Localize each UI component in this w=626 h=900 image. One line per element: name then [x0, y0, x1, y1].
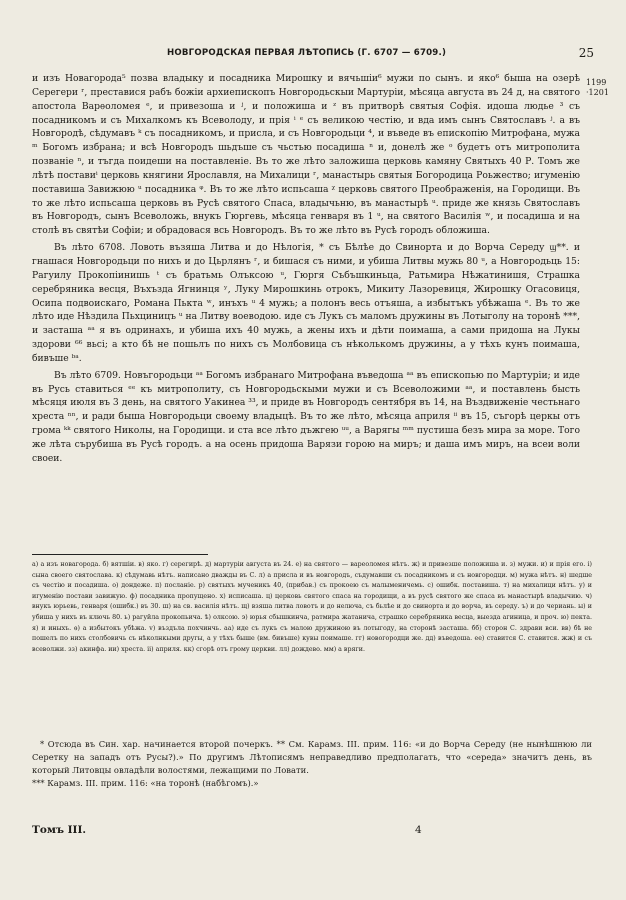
footnote-divider: [32, 554, 208, 555]
margin-year-start: 1199: [586, 78, 607, 87]
chronicle-paragraph: Въ лѣто 6708. Ловоть възяша Литва и до Нѣлогія, * съ Бѣлѣе до Свинорта и до Ворча Середу ϣ**. и гнашася Новгородьци по нихъ и до Цьрлянъ ʳ, и бишася съ ними, и убиша Литвы мужь 80 ᵘ, а Новгородьць 15: Рагуилу Прокопiинишь ᵗ съ братьмь Олъксою ᵘ, Гюргя Събъшкиньца, Ратьмира Нѣжатинишя, Страшка серебряника весця, Въхъзда Ягнинця ʸ, Луку Мирошкинь отрокъ, Микиту Лазоревиця, Жирошку Огасовиця, Осипа подвоискаго, Романа Пькта ʷ, инъхъ ᵘ 4 мужь; а полонъ весь отъяша, а избытъкъ убѣжаша ᵉ. Въ то же лѣто иде Нѣздила Пьхциницъ ᵘ на Литву воеводою. иде съ Лукъ съ маломъ дружины въ Лотыголу на торонѣ ***, и засташа ᵃᵃ я въ одринахъ, и убиша ихъ 40 мужь, а жены ихъ и дѣти поимаша, а сами придоша на Лукы здорови ⁶⁶ вьсі; а кто бѣ не пошьлъ по нихъ съ Молбовица съ нѣколькомъ дружины, а у тѣхъ кунъ поимаша, бивъше ᵇᵃ.: [32, 242, 580, 364]
page-footer: [32, 824, 592, 840]
margin-year-notes: [586, 78, 609, 98]
chronicle-paragraph: и изъ Новагорода⁵ позва владыку и посадника Мирошку и вячьшіи⁶ мужи по сынъ. и яко⁶ быша на озерѣ Серегери ʳ, преставися рабъ божiи архиепископъ Новгородьскыи Мартурiи, мѣсяца августа въ 24 д, на святого апостола Варѳоломея ᵉ, и привезоша и ʲ, и положиша и ᶻ въ притворѣ святыя Софія. идоша людье ³ съ посадникомъ и съ Михалкомъ къ Всеволоду, и прiя ⁱ ᵉ съ великою честiю, и вда имъ сынъ Святославъ ʲ. а въ Новгородѣ, сѣдумавъ ᵏ съ посадникомъ, и присла, и съ Новгородьци ⁴, и въведе въ епископiю Митрофана, мужа ᵐ Богомъ избрана; и всѣ Новгородъ шьдъше съ чьстью посадиша ⁿ и, донелѣ же ᵒ будетъ отъ митрополита позванiе ⁿ, и тъгда поидеши на поставленiе. Въ то же лѣто заложиша церковь камяну Святыхъ 40 Р. Томъ же лѣтѣ поставиⁱ церковь княгини Ярославля, на Михалици ʳ, манастырь святыя Богородица Роьжество; игуменiю поставиша Завижюю ᵘ посадника ᵠ. Въ то же лѣто испьсаша ᵡ церковь святого Преображенiя, на Городищи. Въ то же лѣто испьсаша церковь въ Русѣ святого Спаса, владычьню, въ манастырѣ ᵘ. приде же князь Святославъ въ Новгородъ, сынъ Всеволожь, внукъ Гюргевь, мѣсяца генваря въ 1 ᵘ, на святого Василiя ʷ, и посадиша и на столѣ въ святѣи Софiи; и обрадовася всь Новгородъ. Въ то же лѣто въ Русѣ городъ обложиша.: [32, 73, 580, 237]
editorial-note: *** Карамз. III. прим. 116: «на торонѣ (набѣгомъ).»: [32, 777, 259, 788]
running-title: НОВГОРОДСКАЯ ПЕРВАЯ ЛѢТОПИСЬ (Г. 6707 — 6709.): [167, 48, 447, 58]
variant-readings-text: а) а изъ новагорода. б) вятшіи. в) яко. г) серегирѣ. д) мартурiи августа въ 24. е) на святого — вареоломея нѣтъ. ж) и привезше положиша и. з) мужи. и) и прія его. i) сына своего святослава. к) сѣдумавь нѣтъ. написано дважды въ С. л) а присла и въ новгородъ, съдумавши съ посадникомъ и съ новгородци. м) мужа нѣтъ. н) шедше съ честію и посадиша. о) дондеже. п) посланiе. р) святыхъ мученикъ 40, (прибав.) съ прокоею съ малыменичемь. с) ошибк. поставиша. т) на михалици нѣтъ. у) и игуменiю постави завижую. ф) посадника пропущено. х) исписаша. ц) церковь святого спаса на городищи, а въ русѣ святого же спаса въ манастырѣ владычию. ч) внукъ юрьевь, генваря (ошибк.) въ 30. ш) на св. василiя нѣтъ. щ) взяша литва ловотъ и до нелюча, съ бьлѣе и до свинорта и до ворча, въ середу. ъ) и до чериань. ы) и убиша у нихъ въ ключь 80. ь) рагуйла прокопьича. ѣ) олксою. э) юрья сбышкинча, ратмира жатанича, страшко серебряника весца, выезда агиница, и проч. ю) пекта. я) и иныхъ. ѳ) а избытокъ убѣжа. v) въздъла похчинчь. аа) иде съ лукъ съ малою дружиною въ лотыгоду, на сторонѣ засташа. бб) сторон С. здрави вси. вв) бѣ не пошелъ по нихъ столбовичь съ нѣколнкыми другы, а у тѣхъ быше (вм. бивъше) кувы поимаше. гг) новогородци же. дд) въведоша. ее) ставится С. ставится. жж) и съ всеволжи. зз) акинфа. ии) хреста. ii) априля. кк) сгорѣ отъ грому церкви. лл) дождево. мм) а вряги.: [32, 561, 592, 653]
variant-readings: [32, 560, 592, 655]
sheet-number: 4: [415, 824, 422, 836]
margin-year-end: ·1201: [586, 88, 609, 97]
page-header: [32, 48, 596, 64]
editorial-notes: [32, 738, 592, 790]
chronicle-text: [32, 72, 580, 466]
page-number: 25: [578, 46, 594, 60]
tome-mark: Томъ III.: [32, 824, 87, 836]
chronicle-paragraph: Въ лѣто 6709. Новъгородьци ᵃᵃ Богомъ избранаго Митрофана въведоша ᵃᵃ въ епископью по Мартурiи; и иде въ Русь ставиться ᵉᵉ къ митрополиту, съ Новгородьскыми мужи и съ Всеволожими ᵃᵃ, и поставлень бысть мѣсяця июля въ 3 день, на святого Уакинеа ³³, и приде въ Новгородъ сентября въ 14, на Въздвиженiе честьнаго хреста ⁿⁿ, и ради быша Новгородьци своему владыцѣ. Въ то же лѣто, мѣсяца априля ⁱⁱ въ 15, съгорѣ церкы отъ грома ᵏᵏ святого Николы, на Городищи. и ста все лѣто дъжгею ᵘᵘ, а Варягы ᵐᵐ пустиша безъ мира за море. Того же лѣта сърубиша въ Русѣ городъ. а на осень придоша Варязи горою на миръ; и даша имъ миръ, на всеи воли своеи.: [32, 369, 580, 464]
editorial-note: * Отсюда въ Син. хар. начинается второй почеркъ. ** См. Карамз. III. прим. 116: «и до Ворча Середу (не нынѣшнюю ли Серетку на западъ отъ Русы?).» По другимъ Лѣтописямъ неправедливо предполагать, что «середа» значитъ день, въ который Литовцы овладѣли волостями, лежащими по Ловати.: [32, 739, 592, 775]
